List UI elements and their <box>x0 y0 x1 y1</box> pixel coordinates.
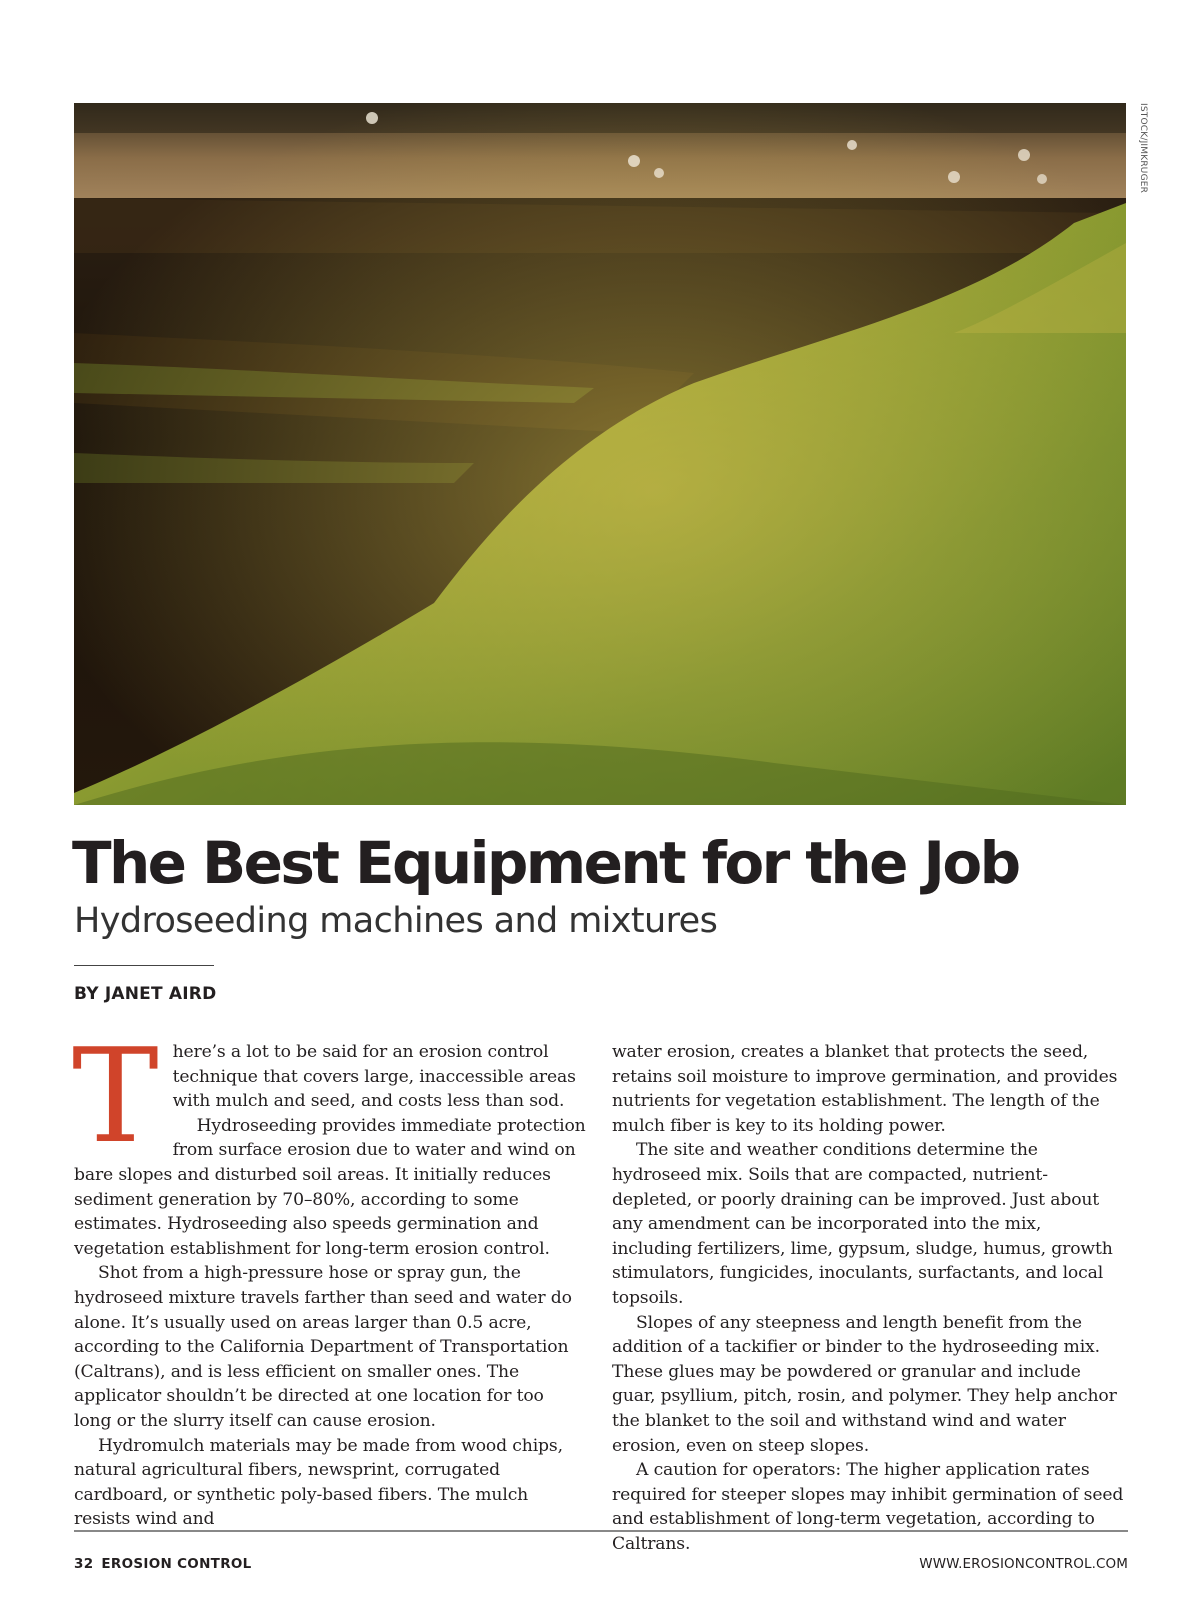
footer-divider <box>74 1530 1128 1532</box>
footer-folio <box>74 1556 252 1572</box>
publication-name: EROSION CONTROL <box>101 1556 252 1572</box>
article-title: The Best Equipment for the Job <box>72 829 1019 897</box>
field-photo-illustration <box>74 103 1126 805</box>
paragraph: Hydroseeding provides immediate protection from surface erosion due to water and wind on bare slopes and disturbed soil areas. It initially reduces sediment generation by 70–80%, according to some estimates. Hydroseeding also speeds germination and vegetation establishment for long-term erosion control. <box>74 1115 586 1259</box>
article-column-right <box>612 1040 1124 1556</box>
title-divider <box>74 965 214 966</box>
paragraph <box>72 1020 586 1172</box>
page-number: 32 <box>74 1556 94 1572</box>
paragraph-text: here’s a lot to be said for an erosion control technique that covers large, inaccessible areas with mulch and seed, and costs less than sod. <box>172 1042 576 1112</box>
photo-credit: ISTOCK/JIMKRUGER <box>1138 103 1148 194</box>
paragraph: Shot from a high-pressure hose or spray gun, the hydroseed mixture travels farther than seed and water do alone. It’s usually used on areas larger than 0.5 acre, according to the California Department of Transportation (Caltrans), and is less efficient on smaller ones. The applicator shouldn’t be directed at one location for too long or the slurry itself can cause erosion. <box>74 1263 572 1431</box>
paragraph: The site and weather conditions determine the hydroseed mix. Soils that are compacted, nutrient-depleted, or poorly draining can be improved. Just about any amendment can be incorporated into the mix, including fertilizers, lime, gypsum, sludge, humus, growth stimulators, fungicides, inoculants, surfactants, and local topsoils. <box>612 1140 1113 1308</box>
drop-cap: T <box>72 1020 159 1172</box>
paragraph: water erosion, creates a blanket that protects the seed, retains soil moisture to improve germination, and provides nutrients for vegetation establishment. The length of the mulch fiber is key to its holding power. <box>612 1042 1118 1136</box>
hero-photo <box>74 103 1126 805</box>
paragraph: Hydromulch materials may be made from wood chips, natural agricultural fibers, newsprint, corrugated cardboard, or synthetic poly-based fibers. The mulch resists wind and <box>74 1435 563 1530</box>
byline: BY JANET AIRD <box>74 984 217 1004</box>
article-column-left <box>72 1020 586 1532</box>
article-subtitle: Hydroseeding machines and mixtures <box>74 901 718 941</box>
paragraph: Slopes of any steepness and length benefit from the addition of a tackifier or binder to the hydroseeding mix. These glues may be powdered or granular and include guar, psyllium, pitch, rosin, and polymer. They help anchor the blanket to the soil and withstand wind and water erosion, even on steep slopes. <box>612 1312 1117 1456</box>
paragraph: A caution for operators: The higher application rates required for steeper slopes may inhibit germination of seed and establishment of long-term vegetation, according to Caltrans. <box>612 1460 1124 1554</box>
footer-website: WWW.EROSIONCONTROL.COM <box>919 1556 1128 1572</box>
